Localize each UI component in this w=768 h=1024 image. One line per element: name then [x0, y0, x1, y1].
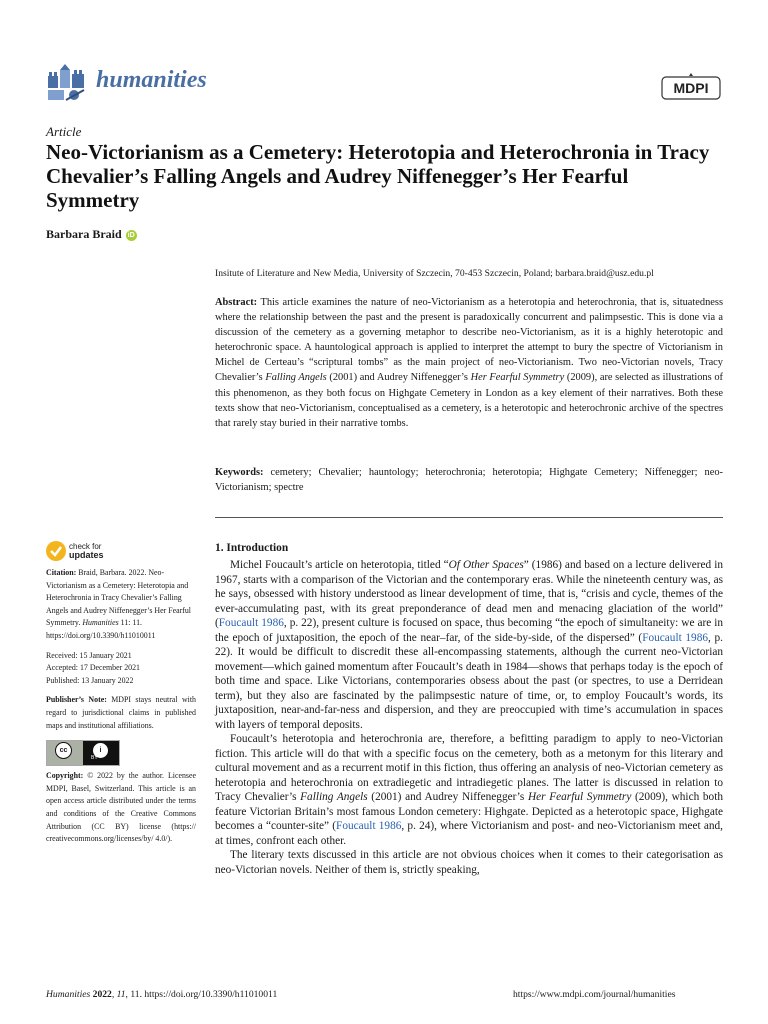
abstract-text: (2009), are selected as illustrations of this phenomenon, as they both focus on Highgate Cemetery in London as a key element of their narratives. Both these texts show that neo-Victorianism, conceptualised as a cemetery, is a heterotopic and heterochronic archive of the spectres that rarely stay buried in their narrative tombs. — [215, 372, 723, 429]
received-date: Received: 15 January 2021 — [46, 650, 132, 660]
section-heading: 1. Introduction — [215, 542, 289, 554]
check-for-updates-line1: check for — [69, 542, 102, 551]
footer-citation — [46, 989, 277, 1000]
citation-text: Braid, Barbara. 2022. Neo-Victorianism as a Cemetery: Heterotopia and Heterochronia in Tracy Chevalier’s Falling Angels and Audrey Niffenegger’s Her Fearful Symmetry. — [46, 568, 191, 628]
footer-journal-url[interactable]: https://www.mdpi.com/journal/humanities — [513, 989, 676, 1000]
abstract-novel-title: Falling Angels — [265, 372, 327, 384]
footer-volume: , 11 — [111, 989, 126, 1000]
novel-title: Her Fearful Symmetry — [528, 791, 632, 803]
check-for-updates-line2: updates — [69, 550, 104, 560]
author-name-text: Barbara Braid — [46, 227, 122, 241]
footer-journal: Humanities — [46, 989, 91, 1000]
attribution-icon: i — [92, 742, 109, 759]
published-date: Published: 13 January 2022 — [46, 675, 134, 685]
citation-link[interactable]: Foucault 1986 — [642, 631, 709, 644]
mdpi-logo[interactable] — [660, 72, 722, 102]
abstract-text: (2001) and Audrey Niffenegger’s — [326, 372, 471, 384]
check-for-updates-icon — [46, 541, 66, 561]
dates-block — [46, 650, 196, 688]
orcid-icon[interactable]: iD — [127, 232, 135, 239]
paragraph: Michel Foucault’s article on heterotopia, titled “Of Other Spaces” (1986) and based on a lecture delivered in 1967, starts with a comparison of the Victorian and the contemporary eras. While the nineteenth century was, as he says, obsessed with history understood as linear development of time, that is, “crisis and cycle, themes of the ever-accumulating past, with its great preponderance of dead men and menacing glaciation of the world” (Foucault 1986, p. 22), present culture is focused on space, thus becoming “the epoch of simultaneity: we are in the epoch of juxtaposition, the epoch of the near–far, of the side-by-side, of the dispersed” (Foucault 1986, p. 22). It would be difficult to discredit these all-encompassing statements, although the current neo-Victorian movement—which gained momentum after Foucault’s death in 1984—shows that perhaps today is the epoch of both time and space. Like Victorians, contemporaries obsess about the past (or spectres, to use a Derridean term), but they also are fascinated by the palimpsestic nature of time, or, to employ Foucault’s words, its juxtaposition, near-and-far-ness and dispersion, and they are preoccupied with time’s accumulation in spaces with layers of temporal deposits. — [215, 559, 724, 731]
by-label: BY — [91, 754, 98, 761]
abstract-text: This article examines the nature of neo-Victorianism as a heterotopia and heterochronia, that is, situatedness where the relationship between the past and the present is paradoxically concurrent and palimpsestic. This is done via a discussion of the cemetery as a governing metaphor to describe neo-Victorianism, as it is a highly heterotopic and heterochronic space. A hauntological approach is applied to interpret the attempt to bury the spectre of Victorianism in Michel de Certeau’s “scriptural tombs” as the main project of neo-Victorianism. Two neo-Victorian novels, Tracy Chevalier’s — [215, 297, 723, 384]
abstract-label: Abstract: — [215, 297, 258, 308]
citation-label: Citation: — [46, 568, 77, 577]
accepted-date: Accepted: 17 December 2021 — [46, 663, 140, 673]
publisher-note-text: MDPI stays neutral with regard to jurisdictional claims in published maps and institutional affiliations. — [46, 695, 196, 730]
footer-doi[interactable]: , 11. https://doi.org/10.3390/h11010011 — [125, 989, 278, 1000]
article-title: Neo-Victorianism as a Cemetery: Heterotopia and Heterochronia in Tracy Chevalier’s Falling Angels and Audrey Niffenegger’s Her Fearful Symmetry — [46, 140, 710, 212]
mdpi-logo-text: MDPI — [673, 80, 709, 96]
publisher-note-label: Publisher’s Note: — [46, 695, 107, 705]
citation-link[interactable]: Foucault 1986 — [218, 617, 284, 629]
creative-commons-icon: cc — [55, 742, 72, 759]
keywords-label: Keywords: — [215, 467, 264, 478]
citation-block — [46, 567, 196, 643]
article-sidebar — [46, 541, 196, 853]
citation-link[interactable]: Foucault 1986 — [336, 820, 402, 832]
section-divider — [215, 517, 723, 518]
author-name — [46, 227, 137, 242]
footer-year: 2022 — [90, 989, 112, 1000]
abstract — [215, 295, 723, 431]
humanities-journal-logo-icon — [46, 62, 86, 102]
journal-name[interactable]: humanities — [96, 67, 207, 93]
citation-doi[interactable]: 11: 11. https://doi.org/10.3390/h11010011 — [46, 618, 156, 640]
keywords-text: cemetery; Chevalier; hauntology; heterochronia; heterotopia; Highgate Cemetery; Niffenegger; neo-Victorianism; spectre — [215, 467, 723, 493]
cited-title: Of Other Spaces — [448, 559, 524, 571]
copyright-block — [46, 770, 196, 846]
copyright-label: Copyright: — [46, 771, 84, 781]
paragraph: The literary texts discussed in this article are not obvious choices when it comes to their categorisation as neo-Victorian novels. Neither of them is, strictly speaking, — [215, 849, 723, 876]
check-for-updates-badge[interactable] — [46, 541, 196, 561]
cc-by-license-badge[interactable] — [46, 740, 120, 766]
citation-journal: Humanities — [82, 618, 119, 628]
body-text — [215, 558, 723, 877]
article-type-label: Article — [46, 124, 82, 139]
journal-header — [46, 58, 722, 108]
keywords — [215, 465, 723, 495]
abstract-novel-title: Her Fearful Symmetry — [470, 372, 565, 384]
novel-title: Falling Angels — [300, 791, 368, 803]
paragraph: Foucault’s heterotopia and heterochronia are, therefore, a befitting paradigm to apply to neo-Victorian fiction. This article will do that with a specific focus on the cemetery, both as a metonym for this literary and cultural movement and as a recurrent motif in this fiction, thus offering an analysis of neo-Victorian cemetery as heterotopia and heterochronia on extradiegetic and intradiegetic planes. The latter is discussed in relation to Tracy Chevalier’s Falling Angels (2001) and Audrey Niffenegger’s Her Fearful Symmetry (2009), which both feature Victorian Britain’s most famous London cemetery: Highgate. Depicted as a heterotopic space, Highgate becomes a “counter-site” (Foucault 1986, p. 24), where Victorianism and post- and neo-Victorianism meet and, at times, confront each other. — [215, 733, 723, 847]
copyright-text: © 2022 by the author. Licensee MDPI, Basel, Switzerland. This article is an open access article distributed under the terms and conditions of the Creative Commons Attribution (CC BY) license (https:// creativecommons.org/licenses/by/ 4.0/). — [46, 771, 196, 844]
publisher-note — [46, 694, 196, 732]
author-affiliation: Insitute of Literature and New Media, University of Szczecin, 70-453 Szczecin, Poland; barbara.braid@usz.edu.pl — [215, 268, 654, 279]
